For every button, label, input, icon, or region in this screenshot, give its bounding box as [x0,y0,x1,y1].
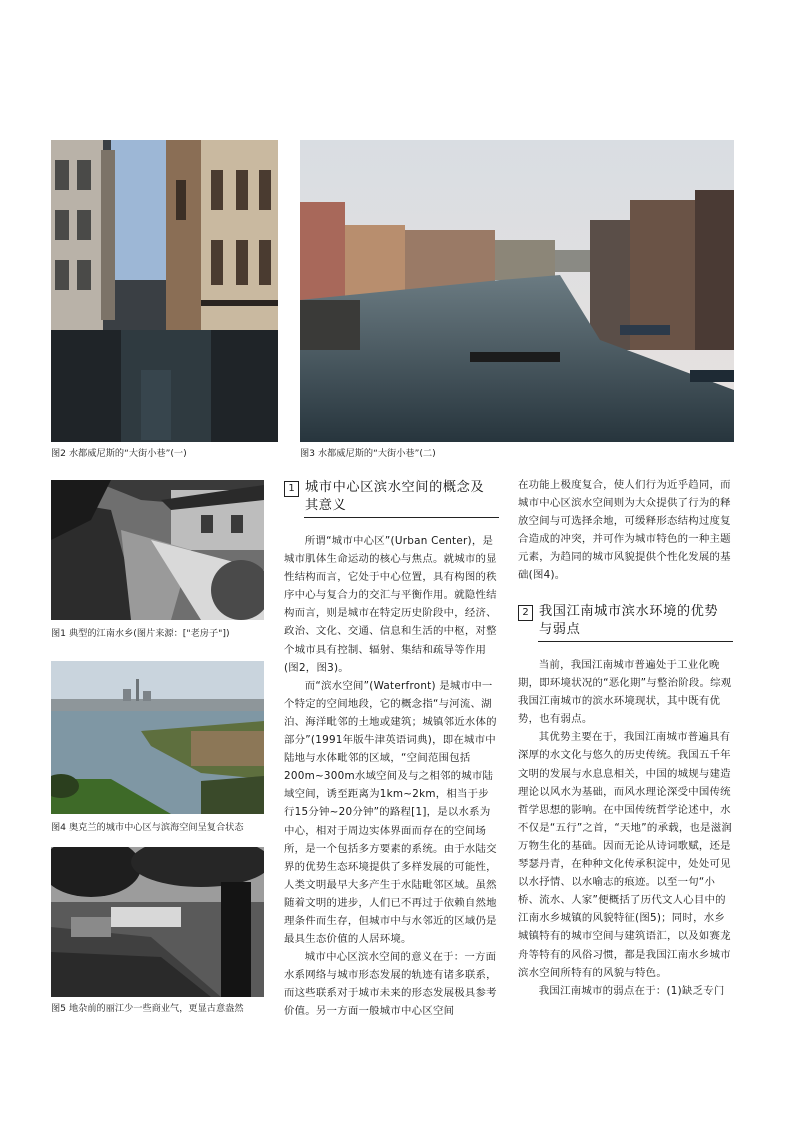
section-2-heading [518,603,733,639]
figure-caption-4: 图4 奥克兰的城市中心区与滨海空间呈复合状态 [51,822,244,833]
body-column-middle [284,532,499,1021]
photo-auckland-waterfront [51,661,264,814]
paragraph-current-status: 当前，我国江南城市普遍处于工业化晚期，即环境状况的“恶化期”与整治阶段。综观我国江南城市的滨水环境现状，其中既有优势，也有弱点。 [518,659,732,726]
section-1-number: 1 [284,481,299,497]
section-1-heading [284,479,499,515]
paragraph-continued: 在功能上极度复合，使人们行为近乎趋同，而城市中心区滨水空间则为大众提供了行为的释放空间与可选择余地，可缓释形态结构过度复合造成的冲突，并可作为城市特色的一种主题元素，为趋同的城市风貌提供个性化发展的基础(图4)。 [518,479,731,582]
section-2-rule [538,641,733,642]
paragraph-advantages: 其优势主要在于，我国江南城市普遍具有深厚的水文化与悠久的历史传统。我国五千年文明的发展与水息息相关，中国的城规与建造理论以风水为基础，而风水理论深受中国传统哲学思想的影响。在中国传统哲学论述中，水不仅是“五行”之首，“天地”的承载，也是滋润万物生化的基础。因而无论从诗词歌赋，还是琴瑟丹青，在种种文化传承积淀中，处处可见以水抒情、以水喻志的痕迹。以至一句“小桥、流水、人家”便概括了历代文人心目中的江南水乡城镇的风貌特征(图5)；同时，水乡城镇特有的城市空间与建筑语汇，以及如赛龙舟等特有的风俗习惯，都是我国江南水乡城市滨水空间所特有的风貌与特色。 [518,731,733,979]
paragraph-weaknesses: 我国江南城市的弱点在于：(1)缺乏专门 [538,984,725,997]
photo-venice-grand-canal [300,140,734,442]
section-1-rule [304,517,499,518]
figure-caption-3: 图3 水都威尼斯的“大街小巷”(二) [300,448,436,459]
figure-caption-2: 图2 水都威尼斯的“大街小巷”(一) [51,448,187,459]
body-column-right-top [518,476,733,585]
section-1-title-line2: 其意义 [305,498,347,513]
section-1-title [305,479,484,515]
figure-caption-1: 图1 典型的江南水乡(图片来源：["老房子"]) [51,628,230,639]
section-2-title-line2: 与弱点 [539,622,581,637]
photo-venice-narrow-canal [51,140,278,442]
section-2-title-line1: 我国江南城市滨水环境的优势 [539,604,719,619]
figure-caption-5: 图5 地杂前的丽江少一些商业气，更显古意盎然 [51,1003,244,1014]
paragraph-waterfront: 而“滨水空间”(Waterfront) 是城市中一个特定的空间地段，它的概念指“与河流、湖泊、海洋毗邻的土地或建筑；城镇邻近水体的部分”(1991年版牛津英语词典)，即在城市中陆地与水体毗邻的区域，“空间范围包括200m~300m水域空间及与之相邻的城市陆域空间，诱至距离为1km~2km，相当于步行15分钟~20分钟”的路程[1]，是以水系为中心，相对于周边实体界面而存在的空间场所，是一个包括多方要素的系统。由于水陆交界的优势生态环境提供了多样发展的可能性，人类文明最早大多产生于水陆毗邻区域。虽然随着文明的进步，人们已不再过于依赖自然地理条件而生存，但城市中与水邻近的区域仍是最具生态价值的人居环境。 [284,679,497,946]
paragraph-significance: 城市中心区滨水空间的意义在于：一方面水系网络与城市形态发展的轨迹有诸多联系，而这些联系对于城市未来的形态发展极具参考价值。另一方面一般城市中心区空间 [284,951,497,1018]
photo-jiangnan-water-town [51,480,264,620]
paragraph-urban-center: 所谓“城市中心区”(Urban Center)，是城市肌体生命运动的核心与焦点。就城市的显性结构而言，它处于中心位置，具有构图的秩序中心与复合力的交汇与平衡作用。就隐性结构而言，则是城市在特定历史阶段中，经济、政治、文化、交通、信息和生活的中枢，对整个城市具有控制、辐射、集结和疏导等作用(图2，图3)。 [284,535,497,674]
section-2-number: 2 [518,605,533,621]
photo-lijiang-old-town [51,847,264,997]
body-column-right-bottom [518,656,733,1000]
section-2-title [539,603,718,639]
section-1-title-line1: 城市中心区滨水空间的概念及 [305,480,485,495]
